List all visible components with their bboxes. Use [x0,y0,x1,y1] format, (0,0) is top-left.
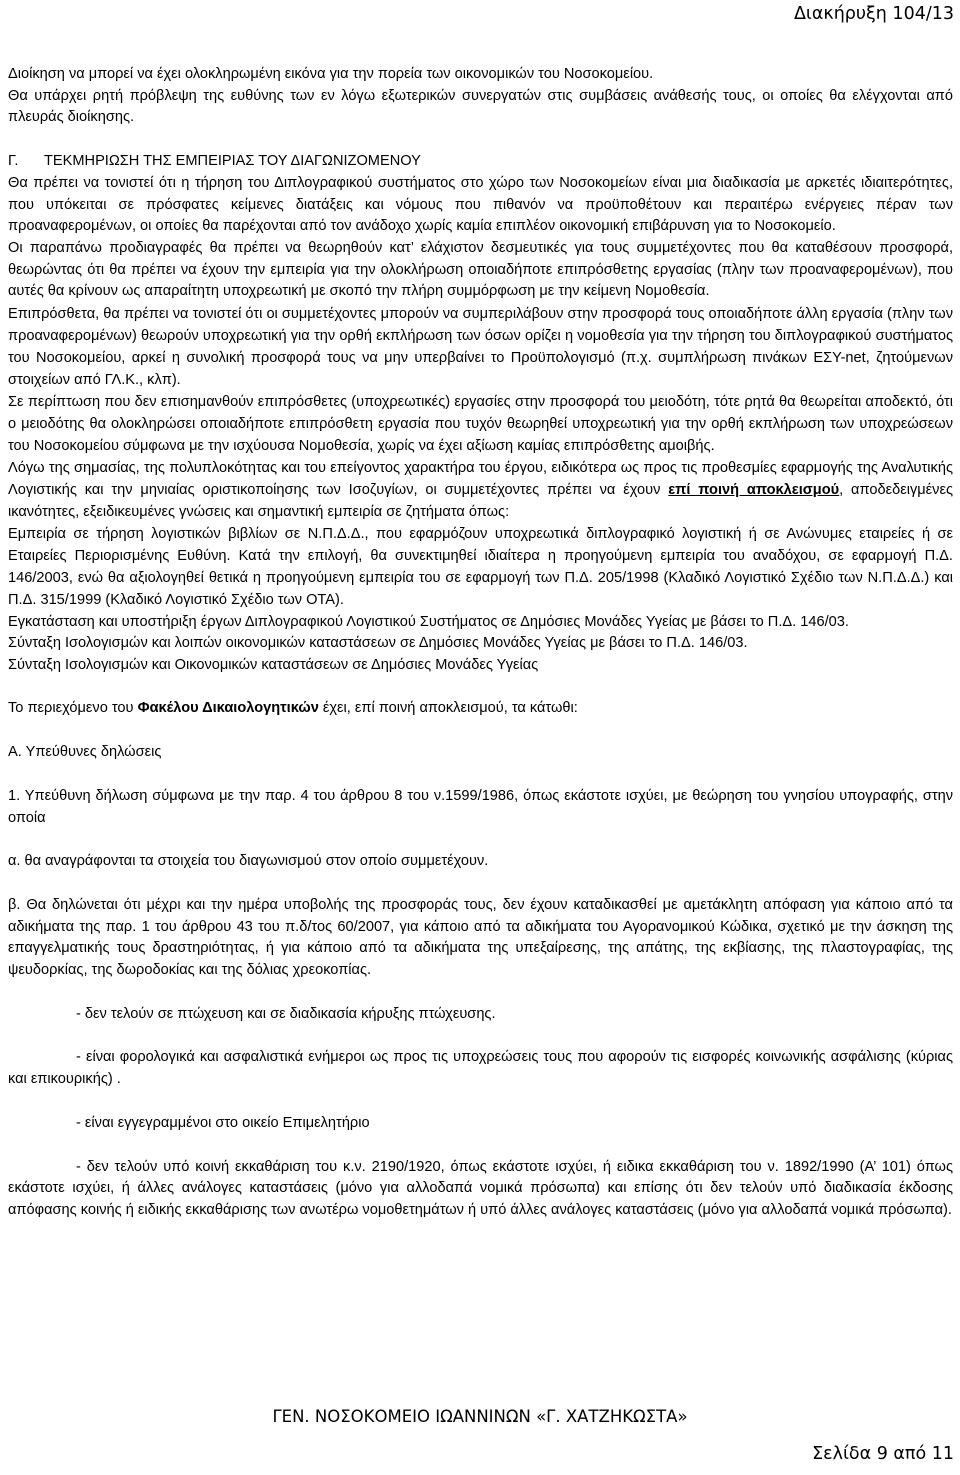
folder-name: Φακέλου Δικαιολογητικών [137,700,319,717]
dash-item-2: - είναι φορολογικά και ασφαλιστικά ενήμεροι ως προς τις υποχρεώσεις τους που αφορούν τις εισφορές κοινωνικής ασφάλισης (κύριας και επικουρικής) . [8,1049,953,1088]
section-heading [8,151,953,173]
page-number: Σελίδα 9 από 11 [812,1444,954,1464]
section-paragraph-2: Οι παραπάνω προδιαγραφές θα πρέπει να θεωρηθούν κατ’ ελάχιστον δεσμευτικές για τους συμμετέχοντες που θα καταθέσουν προσφορά, θεωρώντας ότι θα πρέπει να έχουν την εμπειρία για την ολοκλήρωση οποιαδήποτε επιπρόσθετης εργασίας (πλην των προαναφερομένων), που αυτές θα κρίνουν ως απαραίτητη υποχρεωτική με σκοπό την πλήρη συμμόρφωση με την κείμενη Νομοθεσία. [8,239,953,300]
declaration-item-1: 1. Υπεύθυνη δήλωση σύμφωνα με την παρ. 4 του άρθρου 8 του ν.1599/1986, όπως εκάστοτε ισχύει, με θεώρηση του γνησίου υπογραφής, στην οποία [8,787,953,826]
dash-item-1: - δεν τελούν σε πτώχευση και σε διαδικασία κήρυξης πτώχευσης. [76,1005,496,1022]
section-number: Γ. [8,153,19,170]
declaration-item-b: β. Θα δηλώνεται ότι μέχρι και την ημέρα υποβολής της προσφοράς τους, δεν έχουν καταδικασθεί με αμετάκλητη απόφαση για κάποιο από τα αδικήματα της παρ. 1 του άρθρου 43 του π.δ/τος 60/2007, για κάποιο από τα αδικήματα του Αγορανομικού Κώδικα, σχετικό με την άσκηση της επαγγελματικής τους δραστηριότητας, ή για κάποιο από τα αδικήματα της υπεξαίρεσης, της απάτης, της εκβίασης, της πλαστογραφίας, της ψευδορκίας, της δωροδοκίας και της δόλιας χρεοκοπίας. [8,896,953,979]
section-paragraph-9: Σύνταξη Ισολογισμών και Οικονομικών καταστάσεων σε Δημόσιες Μονάδες Υγείας [8,656,539,673]
section-title: ΤΕΚΜΗΡΙΩΣΗ ΤΗΣ ΕΜΠΕΙΡΙΑΣ ΤΟΥ ΔΙΑΓΩΝΙΖΟΜΕΝΟΥ [44,153,421,170]
section-paragraph-5: Λόγω της σημασίας, της πολυπλοκότητας και του επείγοντος χαρακτήρα του έργου, ειδικότερα ως προς τις προθεσμίες εφαρμογής της Αναλυτικής Λογιστικής και την μηνιαίας οριστικοποίησης των Ισοζυγίων, οι συμμετέχοντες πρέπει να έχουν επί ποινή αποκλεισμού, αποδεδειγμένες ικανότητες, εξειδικευμένες γνώσεις και σημαντική εμπειρία σε ζητήματα όπως: [8,460,953,521]
exclusion-emphasis: επί ποινή αποκλεισμού [668,482,840,499]
intro-paragraph-1: Διοίκηση να μπορεί να έχει ολοκληρωμένη εικόνα για την πορεία των οικονομικών του Νοσοκομείου. [8,66,654,82]
declaration-item-a: α. θα αναγράφονται τα στοιχεία του διαγωνισμού στον οποίο συμμετέχουν. [8,853,489,870]
section-paragraph-6: Εμπειρία σε τήρηση λογιστικών βιβλίων σε Ν.Π.Δ.Δ., που εφαρμόζουν υποχρεωτικά διπλογραφικό λογιστική ή σε Ανώνυμες εταιρείες ή σε Εταιρείες Περιορισμένης Ευθύνη. Κατά την επιλογή, θα συνεκτιμηθεί ιδιαίτερα η προηγούμενη εμπειρία του αναδόχου, σε εφαρμογή Π.Δ. 146/2003, ενώ θα αξιολογηθεί θετικά η προηγούμενη εμπειρία του σε εφαρμογή των Π.Δ. 205/1998 (Κλαδικό Λογιστικό Σχέδιο των Ν.Π.Δ.Δ.) και Π.Δ. 315/1999 (Κλαδικό Λογιστικό Σχέδιο των ΟΤΑ). [8,526,953,609]
intro-paragraph-2: Θα υπάρχει ρητή πρόβλεψη της ευθύνης των εν λόγω εξωτερικών συνεργατών στις συμβάσεις ανάθεσής τους, οι οποίες θα ελέγχονται από πλευράς διοίκησης. [8,87,953,126]
subheading-declarations: Α. Υπεύθυνες δηλώσεις [8,744,162,761]
section-paragraph-8: Σύνταξη Ισολογισμών και λοιπών οικονομικών καταστάσεων σε Δημόσιες Μονάδες Υγείας με βάσει το Π.Δ. 146/03. [8,635,748,652]
dash-item-4: - δεν τελούν υπό κοινή εκκαθάριση του κ.ν. 2190/1920, όπως εκάστοτε ισχύει, ή ειδικα εκκαθάριση του ν. 1892/1990 (Α’ 101) όπως εκάστοτε ισχύει, ή άλλες ανάλογες καταστάσεις (μόνο για αλλοδαπά νομικά πρόσωπα) και επίσης ότι δεν τελούν υπό διαδικασία έκδοσης απόφασης κοινής ή ειδικής εκκαθάρισης των ανωτέρω νομοθετημάτων ή υπό άλλες ανάλογες καταστάσεις (μόνο για αλλοδαπά νομικά πρόσωπα). [8,1158,953,1218]
section-paragraph-3: Επιπρόσθετα, θα πρέπει να τονιστεί ότι οι συμμετέχοντες μπορούν να συμπεριλάβουν στην προσφορά τους οποιαδήποτε άλλη εργασία (πλην των προαναφερομένων) θεωρούν υποχρεωτική για την ορθή εκπλήρωση των όσων ορίζει η νομοθεσία για την τήρηση του διπλογραφικού συστήματος του Νοσοκομείου, αρκεί η συνολική προσφορά τους να μην υπερβαίνει το Προϋπολογισμό (π.χ. συμπλήρωση πινάκων ΕΣΥ-net, ζητούμενων στοιχείων από ΓΛ.Κ., κλπ). [8,306,953,389]
section-paragraph-4: Σε περίπτωση που δεν επισημανθούν επιπρόσθετες (υποχρεωτικές) εργασίες στην προσφορά του μειοδότη, τότε ρητά θα θεωρείται αποδεκτό, ότι ο μειοδότης θα ολοκληρώσει οποιαδήποτε επιπρόσθετη εργασία που τυχόν θεωρηθεί υποχρεωτική για την ορθή εκπλήρωση των υποχρεώσεων του Νοσοκομείου σύμφωνα με την ισχύουσα Νομοθεσία, χωρίς να έχει αξίωση καμίας επιπρόσθετης αμοιβής. [8,394,953,455]
document-reference: Διακήρυξη 104/13 [793,4,954,24]
section-paragraph-1: Θα πρέπει να τονιστεί ότι η τήρηση του Διπλογραφικού συστήματος στο χώρο των Νοσοκομείων είναι μια διαδικασία με αρκετές ιδιαιτερότητες, που υπόκειται σε πρόσφατες κείμενες διατάξεις και νόμους που πιθανόν να προϋποθέτουν και περαιτέρω ενέργειες πέραν των προαναφερομένων, οι οποίες θα παρέχονται από τον ανάδοχο χωρίς καμία επιπλέον οικονομική επιβάρυνση για το Νοσοκομείο. [8,174,953,235]
document-body [8,64,953,1222]
folder-intro: Το περιεχόμενο του Φακέλου Δικαιολογητικών έχει, επί ποινή αποκλεισμού, τα κάτωθι: [8,700,578,717]
footer-hospital-name: ΓΕΝ. ΝΟΣΟΚΟΜΕΙΟ ΙΩΑΝΝΙΝΩΝ «Γ. ΧΑΤΖΗΚΩΣΤΑ» [272,1407,688,1426]
dash-item-3: - είναι εγγεγραμμένοι στο οικείο Επιμελητήριο [76,1114,370,1131]
section-paragraph-7: Εγκατάσταση και υποστήριξη έργων Διπλογραφικού Λογιστικού Συστήματος σε Δημόσιες Μονάδες Υγείας με βάσει το Π.Δ. 146/03. [8,614,849,631]
